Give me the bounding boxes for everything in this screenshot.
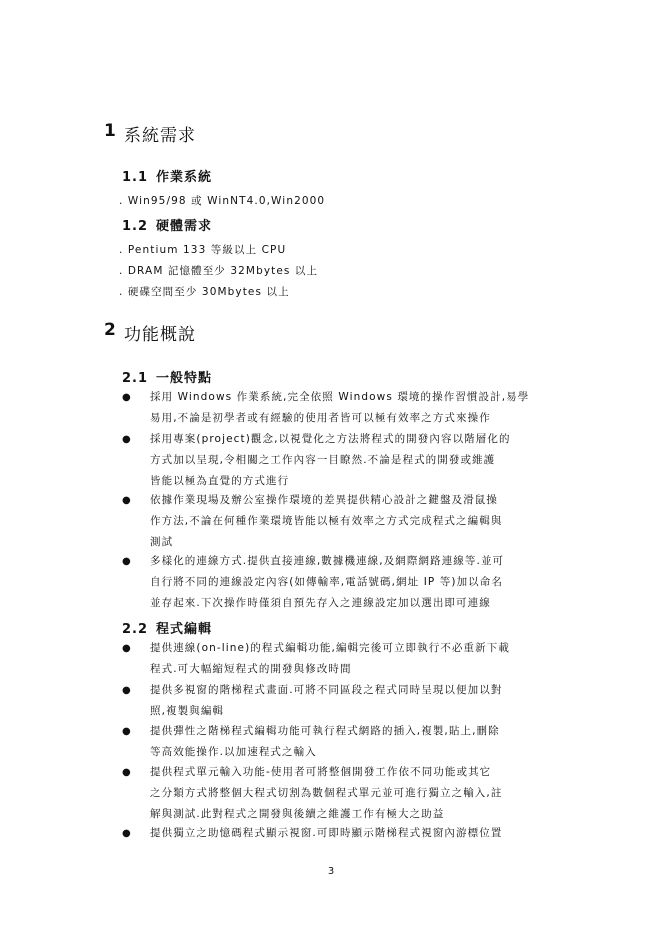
list-item-line: 採用專案(project)觀念,以視覺化之方法將程式的開發內容以階層化的 xyxy=(150,433,511,445)
subsection-heading xyxy=(122,215,212,234)
text-line: . Win95/98 或 WinNT4.0,Win2000 xyxy=(119,195,326,207)
subsection-number: 2.2 xyxy=(122,622,149,637)
subsection-title: 作業系統 xyxy=(156,170,213,185)
text-line: . 硬碟空間至少 30Mbytes 以上 xyxy=(119,286,290,298)
list-item-line: 易用,不論是初學者或有經驗的使用者皆可以極有效率之方式來操作 xyxy=(150,412,491,424)
subsection-heading xyxy=(122,618,212,637)
list-item-line: 照,複製與編輯 xyxy=(150,705,225,717)
subsection-heading xyxy=(122,166,212,185)
subsection-number: 1.1 xyxy=(122,170,149,185)
list-item-line: 作方法,不論在何種作業環境皆能以極有效率之方式完成程式之編輯與 xyxy=(150,515,503,527)
list-item-line: 等高效能操作.以加速程式之輸入 xyxy=(150,746,317,758)
list-item-line: 提供連線(on-line)的程式編輯功能,編輯完後可立即執行不必重新下載 xyxy=(150,642,510,654)
bullet-icon: ● xyxy=(122,643,132,654)
subsection-title: 一般特點 xyxy=(156,371,213,386)
subsection-heading xyxy=(122,367,212,386)
list-item-line: 提供獨立之助憶碼程式顯示視窗.可即時顯示階梯程式視窗內游標位置 xyxy=(150,827,503,839)
bullet-icon: ● xyxy=(122,685,132,696)
list-item-line: 之分類方式將整個大程式切割為數個程式單元並可進行獨立之輸入,註 xyxy=(150,787,503,799)
subsection-title: 硬體需求 xyxy=(156,219,213,234)
subsection-title: 程式編輯 xyxy=(156,622,213,637)
section-number: 1 xyxy=(104,121,117,141)
list-item-line: 自行將不同的連線設定內容(如傳輸率,電話號碼,網址 IP 等)加以命名 xyxy=(150,576,503,588)
bullet-icon: ● xyxy=(122,726,132,737)
list-item-line: 程式.可大幅縮短程式的開發與修改時間 xyxy=(150,663,352,675)
bullet-icon: ● xyxy=(122,828,132,839)
bullet-icon: ● xyxy=(122,392,132,403)
list-item-line: 並存起來.下次操作時僅須自預先存入之連線設定加以選出即可連線 xyxy=(150,597,491,609)
list-item-line: 測試 xyxy=(150,536,174,548)
section-title: 功能概說 xyxy=(124,325,196,345)
list-item-line: 提供彈性之階梯程式編輯功能可執行程式網路的插入,複製,貼上,刪除 xyxy=(150,725,500,737)
text-line: . Pentium 133 等級以上 CPU xyxy=(119,244,287,256)
bullet-icon: ● xyxy=(122,495,132,506)
subsection-number: 2.1 xyxy=(122,371,149,386)
subsection-number: 1.2 xyxy=(122,219,149,234)
list-item-line: 提供程式單元輸入功能-使用者可將整個開發工作依不同功能或其它 xyxy=(150,766,492,778)
bullet-icon: ● xyxy=(122,434,132,445)
list-item-line: 採用 Windows 作業系統,完全依照 Windows 環境的操作習慣設計,易學 xyxy=(150,391,530,403)
section-number: 2 xyxy=(104,320,117,340)
list-item-line: 皆能以極為直覺的方式進行 xyxy=(150,475,290,487)
page-number: 3 xyxy=(327,866,335,877)
bullet-icon: ● xyxy=(122,767,132,778)
bullet-icon: ● xyxy=(122,556,132,567)
list-item-line: 依據作業現場及辦公室操作環境的差異提供精心設計之鍵盤及滑鼠操 xyxy=(150,494,498,506)
list-item-line: 解與測試.此對程式之開發與後續之維護工作有極大之助益 xyxy=(150,808,445,820)
list-item-line: 多樣化的連線方式.提供直接連線,數據機連線,及網際網路連線等.並可 xyxy=(150,555,505,567)
list-item-line: 提供多視窗的階梯程式畫面.可將不同區段之程式同時呈現以便加以對 xyxy=(150,684,503,696)
section-title: 系統需求 xyxy=(124,126,196,146)
list-item-line: 方式加以呈現,令相關之工作內容一目瞭然.不論是程式的開發或維護 xyxy=(150,454,496,466)
text-line: . DRAM 記憶體至少 32Mbytes 以上 xyxy=(119,265,319,277)
